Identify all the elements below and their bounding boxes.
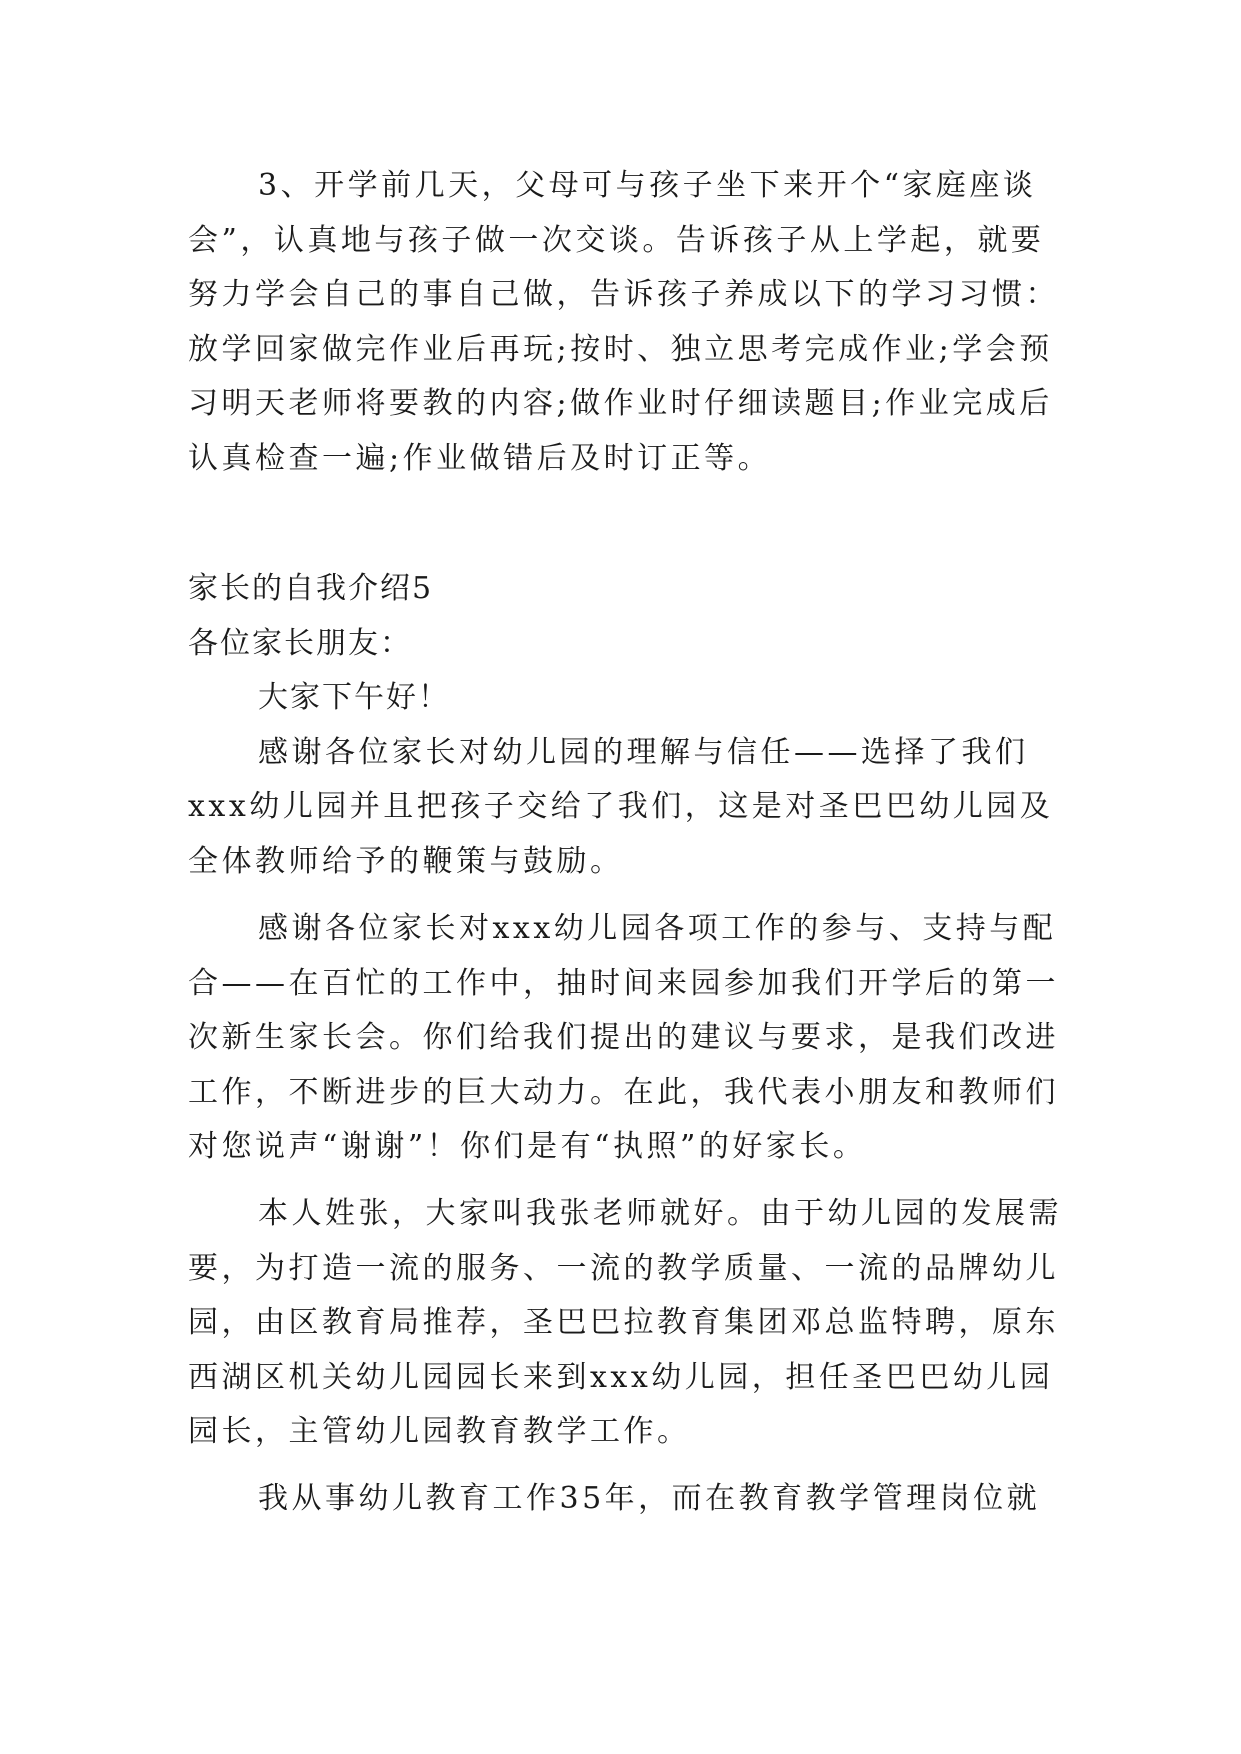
text-line: 合——在百忙的工作中，抽时间来园参加我们开学后的第一 — [188, 966, 1059, 1001]
text-line: 习明天老师将要教的内容;做作业时仔细读题目;作业完成后 — [188, 386, 1053, 421]
text-line: 园长，主管幼儿园教育教学工作。 — [188, 1414, 691, 1449]
text-line: 感谢各位家长对幼儿园的理解与信任——选择了我们 — [258, 735, 1029, 770]
text-line: 次新生家长会。你们给我们提出的建议与要求，是我们改进 — [188, 1020, 1059, 1055]
text-line: 要，为打造一流的服务、一流的教学质量、一流的品牌幼儿 — [188, 1251, 1059, 1286]
text-line: 全体教师给予的鞭策与鼓励。 — [188, 844, 624, 879]
greeting: 大家下午好！ — [258, 680, 450, 715]
text-line: 西湖区机关幼儿园园长来到xxx幼儿园，担任圣巴巴幼儿园 — [188, 1360, 1054, 1395]
text-line: 我从事幼儿教育工作35年，而在教育教学管理岗位就 — [258, 1481, 1041, 1516]
text-line: 园，由区教育局推荐，圣巴巴拉教育集团邓总监特聘，原东 — [188, 1305, 1059, 1340]
text-line: 3、开学前几天，父母可与孩子坐下来开个“家庭座谈 — [258, 168, 1037, 203]
section-title: 家长的自我介绍5 — [188, 571, 434, 606]
text-line: 对您说声“谢谢”！你们是有“执照”的好家长。 — [188, 1129, 867, 1164]
text-line: 努力学会自己的事自己做，告诉孩子养成以下的学习习惯： — [188, 277, 1059, 312]
text-line: 认真检查一遍;作业做错后及时订正等。 — [188, 441, 772, 476]
text-line: 本人姓张，大家叫我张老师就好。由于幼儿园的发展需 — [258, 1196, 1062, 1231]
text-line: 感谢各位家长对xxx幼儿园各项工作的参与、支持与配 — [258, 911, 1057, 946]
salutation: 各位家长朋友： — [188, 626, 412, 661]
text-line: 放学回家做完作业后再玩;按时、独立思考完成作业;学会预 — [188, 332, 1053, 367]
text-line: 工作，不断进步的巨大动力。在此，我代表小朋友和教师们 — [188, 1075, 1059, 1110]
text-line: 会”，认真地与孩子做一次交谈。告诉孩子从上学起，就要 — [188, 223, 1045, 258]
text-line: xxx幼儿园并且把孩子交给了我们，这是对圣巴巴幼儿园及 — [188, 789, 1054, 824]
